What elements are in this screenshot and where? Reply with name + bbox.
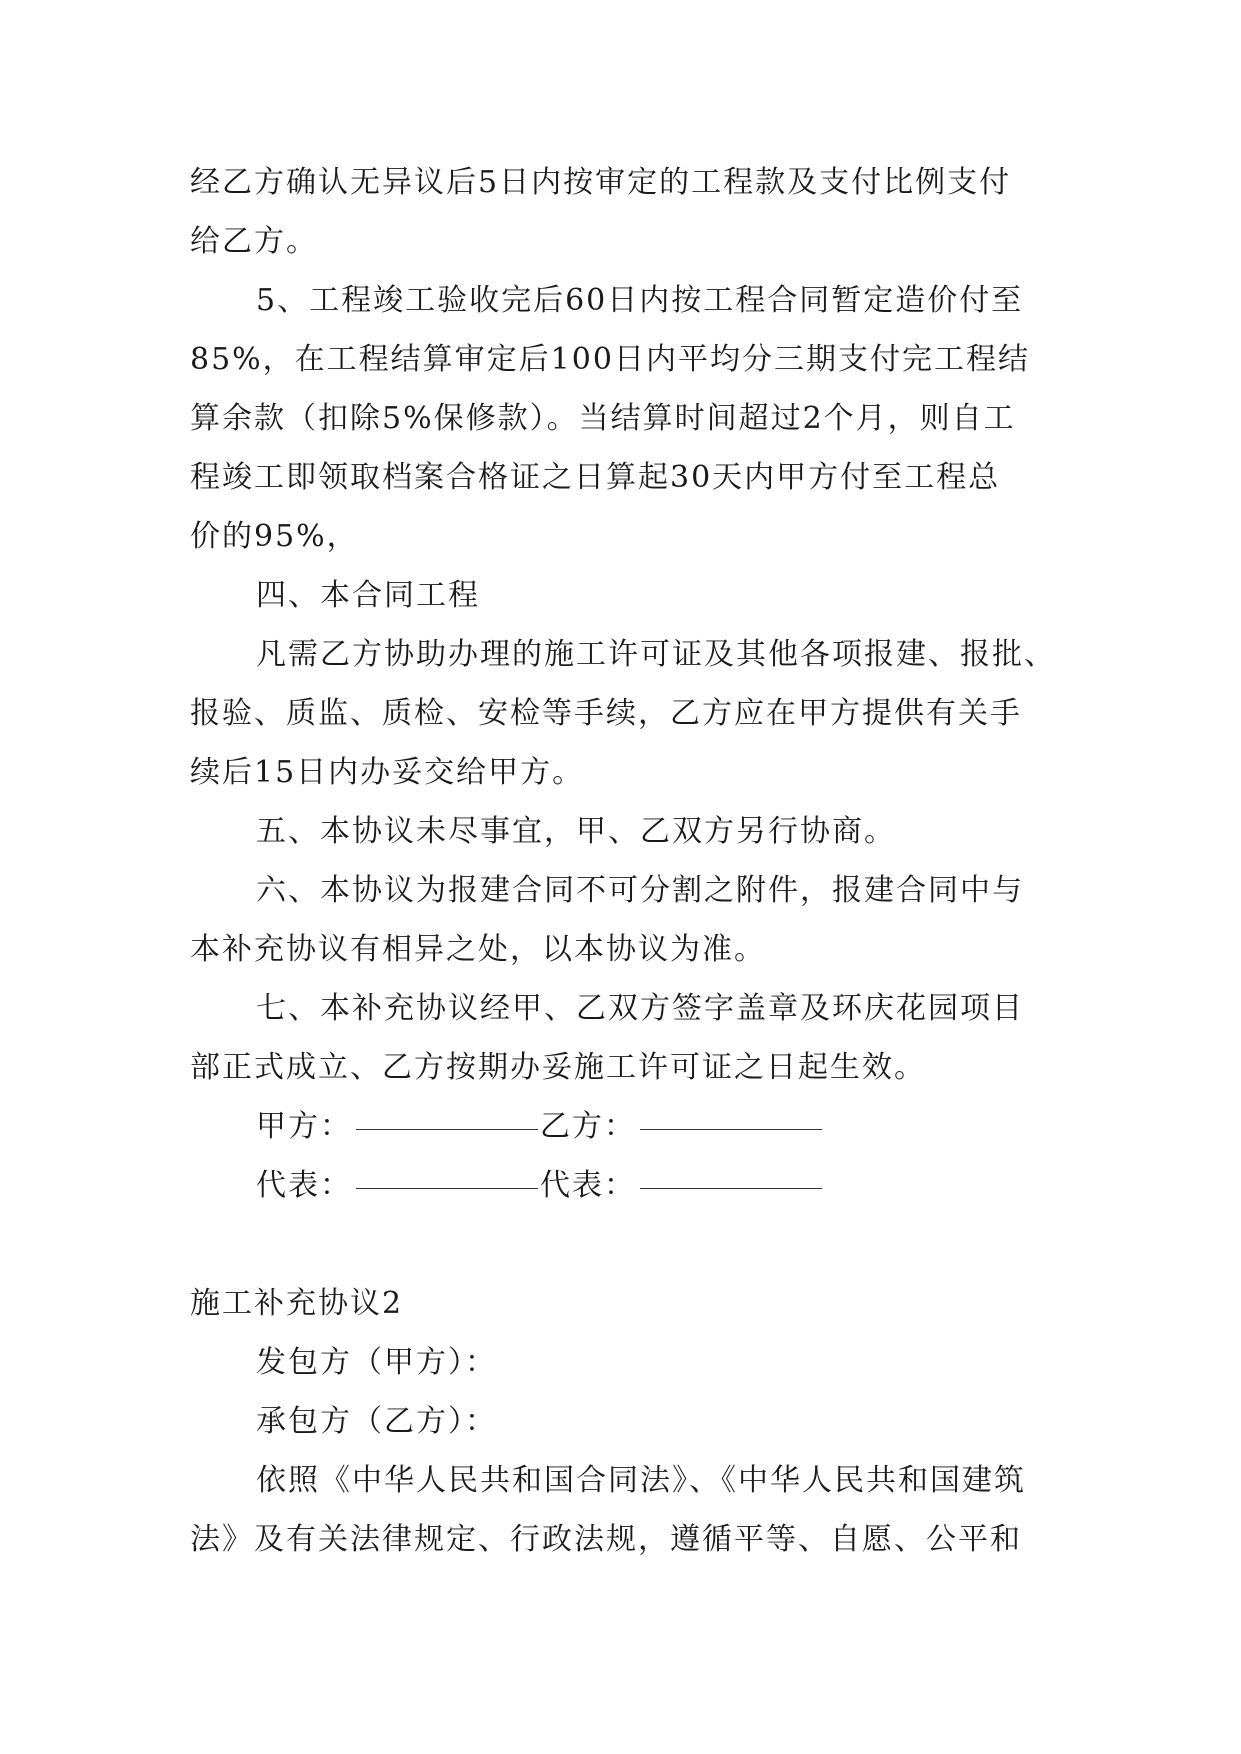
- party-a-blank: [356, 1128, 538, 1130]
- paragraph-line: 法》及有关法律规定、行政法规，遵循平等、自愿、公平和: [190, 1522, 1022, 1557]
- paragraph-line: 七、本补充协议经甲、乙双方签字盖章及环庆花园项目: [256, 991, 1024, 1026]
- signature-row-parties: [190, 1097, 1060, 1156]
- paragraph-line: 凡需乙方协助办理的施工许可证及其他各项报建、报批、: [256, 637, 1056, 672]
- paragraph-line: 算余款（扣除5%保修款）。当结算时间超过2个月，则自工: [190, 401, 1016, 436]
- rep-b-label: 代表：: [540, 1168, 636, 1203]
- document-body: [190, 153, 1060, 1569]
- paragraph-line: 价的95%，: [190, 519, 359, 554]
- employer-line: 发包方（甲方）：: [256, 1345, 497, 1380]
- paragraph-line: 5、工程竣工验收完后60日内按工程合同暂定造价付至: [256, 283, 1024, 318]
- contractor-line: 承包方（乙方）：: [256, 1404, 497, 1439]
- paragraph-line: 报验、质监、质检、安检等手续，乙方应在甲方提供有关手: [190, 696, 1022, 731]
- paragraph-line: 五、本协议未尽事宜，甲、乙双方另行协商。: [256, 814, 896, 849]
- paragraph-line: 给乙方。: [190, 224, 318, 259]
- party-a-label: 甲方：: [256, 1109, 352, 1144]
- paragraph-line: 部正式成立、乙方按期办妥施工许可证之日起生效。: [190, 1050, 926, 1085]
- signature-row-representatives: [190, 1156, 1060, 1215]
- paragraph-line: 经乙方确认无异议后5日内按审定的工程款及支付比例支付: [190, 165, 1012, 200]
- paragraph-line: 六、本协议为报建合同不可分割之附件，报建合同中与: [256, 873, 1024, 908]
- rep-b-blank: [640, 1187, 822, 1189]
- paragraph-line: 续后15日内办妥交给甲方。: [190, 755, 585, 790]
- paragraph-line: 本补充协议有相异之处，以本协议为准。: [190, 932, 766, 967]
- rep-a-blank: [356, 1187, 538, 1189]
- document-title: 施工补充协议2: [190, 1286, 404, 1321]
- paragraph-line: 程竣工即领取档案合格证之日算起30天内甲方付至工程总: [190, 460, 1001, 495]
- rep-a-label: 代表：: [256, 1168, 352, 1203]
- paragraph-line: 依照《中华人民共和国合同法》、《中华人民共和国建筑: [256, 1463, 1026, 1498]
- paragraph-line: 85%，在工程结算审定后100日内平均分三期支付完工程结: [190, 342, 1030, 377]
- section-heading: 四、本合同工程: [256, 578, 480, 613]
- spacer: [190, 1215, 1060, 1274]
- party-b-label: 乙方：: [540, 1109, 636, 1144]
- party-b-blank: [640, 1128, 822, 1130]
